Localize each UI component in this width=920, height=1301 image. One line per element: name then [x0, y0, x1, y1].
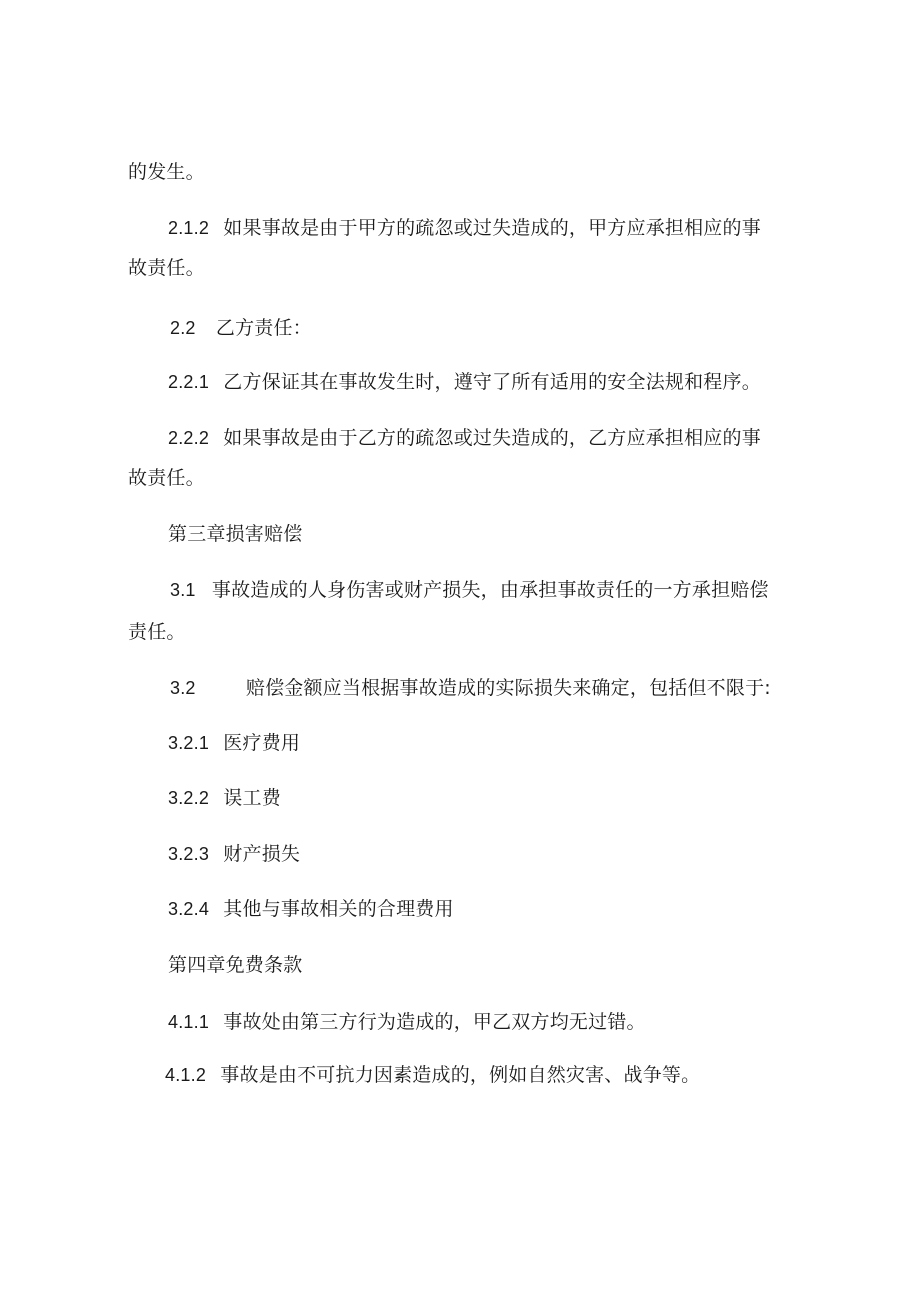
chapter-4-heading	[168, 953, 302, 977]
clause-text: 事故处由第三方行为造成的，甲乙双方均无过错。	[223, 1011, 646, 1033]
clause-text: 如果事故是由于乙方的疏忽或过失造成的，乙方应承担相应的事	[223, 427, 761, 449]
clause-text: 故责任。	[128, 257, 205, 279]
chapter-title: 第三章损害赔偿	[168, 523, 303, 545]
clause-text: 事故造成的人身伤害或财产损失，由承担事故责任的一方承担赔偿	[211, 579, 769, 601]
clause-text: 故责任。	[128, 467, 205, 489]
clause-number: 2.2	[170, 318, 196, 338]
clause-text: 事故是由不可抗力因素造成的，例如自然灾害、战争等。	[220, 1064, 701, 1086]
clause-2-1-2	[168, 216, 761, 240]
clause-text: 乙方责任：	[215, 317, 312, 339]
clause-number: 3.1	[170, 580, 196, 600]
clause-3-2-1	[168, 731, 300, 755]
clause-text: 赔偿金额应当根据事故造成的实际损失来确定，包括但不限于:	[245, 677, 771, 699]
clause-3-1	[170, 578, 769, 602]
paragraph-text: 的发生。	[128, 161, 205, 183]
clause-text: 财产损失	[223, 843, 301, 865]
clause-3-2-4	[168, 897, 454, 921]
clause-number: 2.2.1	[168, 372, 210, 392]
clause-text: 其他与事故相关的合理费用	[223, 898, 454, 920]
clause-number: 3.2.2	[168, 788, 210, 808]
clause-text: 医疗费用	[223, 732, 301, 754]
clause-3-2-3	[168, 842, 300, 866]
clause-text: 误工费	[223, 787, 281, 809]
chapter-3-heading	[168, 522, 302, 546]
clause-4-1-1	[168, 1010, 646, 1034]
clause-number: 3.2.1	[168, 733, 210, 753]
clause-4-1-2	[165, 1063, 700, 1087]
clause-number: 3.2.3	[168, 844, 210, 864]
clause-2-2	[170, 316, 312, 340]
clause-number: 3.2.4	[168, 899, 210, 919]
paragraph-continuation	[128, 160, 205, 184]
clause-number: 4.1.1	[168, 1012, 210, 1032]
clause-2-2-1	[168, 370, 761, 394]
clause-text: 如果事故是由于甲方的疏忽或过失造成的，甲方应承担相应的事	[223, 217, 761, 239]
chapter-title: 第四章免费条款	[168, 954, 303, 976]
clause-3-2	[170, 676, 771, 700]
clause-3-1-continued	[128, 620, 186, 644]
clause-number: 4.1.2	[165, 1065, 207, 1085]
clause-2-2-2	[168, 426, 761, 450]
clause-number: 2.2.2	[168, 428, 210, 448]
clause-number: 3.2	[170, 678, 196, 698]
clause-2-2-2-continued	[128, 466, 205, 490]
clause-3-2-2	[168, 786, 281, 810]
clause-text: 责任。	[128, 621, 186, 643]
clause-2-1-2-continued	[128, 256, 205, 280]
clause-number: 2.1.2	[168, 218, 210, 238]
clause-text: 乙方保证其在事故发生时，遵守了所有适用的安全法规和程序。	[223, 371, 761, 393]
